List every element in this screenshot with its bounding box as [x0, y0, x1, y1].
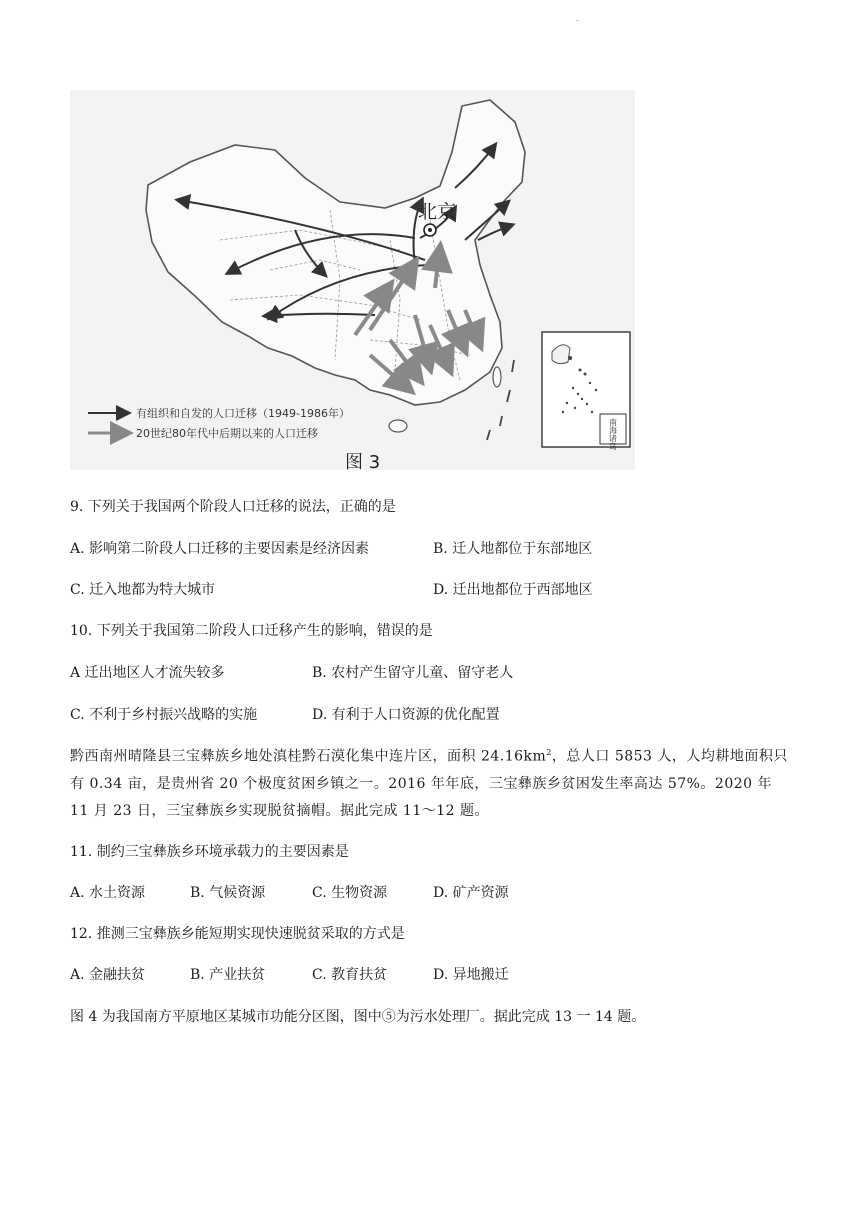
q10-option-a[interactable]: A 迁出地区人才流失较多: [70, 665, 225, 681]
passage-part-1: 黔西南州晴隆县三宝彝族乡地处滇桂黔石漠化集中连片区，面积 24.16km: [70, 748, 547, 765]
legend-text-1: 有组织和自发的人口迁移（1949-1986年）: [136, 407, 350, 420]
q11-stem: 11. 制约三宝彝族乡环境承载力的主要因素是: [70, 844, 349, 860]
hainan: [389, 420, 407, 432]
taiwan: [493, 367, 501, 387]
q10-option-d[interactable]: D. 有利于人口资源的优化配置: [312, 707, 500, 723]
q12-option-a[interactable]: A. 金融扶贫: [70, 967, 146, 983]
q9-option-a[interactable]: A. 影响第二阶段人口迁移的主要因素是经济因素: [70, 541, 370, 557]
q10-option-b[interactable]: B. 农村产生留守儿童、留守老人: [312, 665, 514, 681]
q12-option-c[interactable]: C. 教育扶贫: [312, 967, 388, 983]
q10-stem: 10. 下列关于我国第二阶段人口迁移产生的影响，错误的是: [70, 623, 433, 639]
legend-text-2: 20世纪80年代中后期以来的人口迁移: [136, 427, 318, 440]
intro-13-14: 图 4 为我国南方平原地区某城市功能分区图，图中⑤为污水处理厂。据此完成 13 一 14 题。: [70, 1009, 646, 1025]
q11-option-c[interactable]: C. 生物资源: [312, 885, 388, 901]
q12-option-d[interactable]: D. 异地搬迁: [433, 967, 509, 983]
beijing-label: 北京: [418, 201, 457, 223]
migration-map-figure: [70, 90, 635, 470]
q11-option-d[interactable]: D. 矿产资源: [433, 885, 509, 901]
q9-option-c[interactable]: C. 迁入地都为特大城市: [70, 582, 216, 598]
q11-option-b[interactable]: B. 气候资源: [190, 885, 266, 901]
inset-label: 南海诸岛: [608, 418, 618, 450]
q10-option-c[interactable]: C. 不利于乡村振兴战略的实施: [70, 707, 258, 723]
passage-11-12: [70, 739, 790, 825]
figure-caption: 图 3: [345, 452, 381, 470]
passage-superscript: 2: [546, 748, 552, 757]
q11-option-a[interactable]: A. 水土资源: [70, 885, 146, 901]
q9-option-d[interactable]: D. 迁出地都位于西部地区: [433, 582, 593, 598]
china-outline: [146, 100, 525, 405]
q12-option-b[interactable]: B. 产业扶贫: [190, 967, 266, 983]
page-mark: .: [576, 14, 579, 23]
q12-stem: 12. 推测三宝彝族乡能短期实现快速脱贫采取的方式是: [70, 926, 405, 942]
q9-stem: 9. 下列关于我国两个阶段人口迁移的说法，正确的是: [70, 499, 396, 515]
passage-part-2: ，总人口 5853 人，人均耕地面积只有 0.34 亩，是贵州省 20 个极度贫困乡镇之一。2016 年年底，三宝彝族乡贫困发生率高达 57%。2020 年 11 月 23 日，三宝彝族乡实现脱贫摘帽。据此完成 11～12 题。: [70, 748, 788, 819]
q9-option-b[interactable]: B. 迁人地都位于东部地区: [433, 541, 593, 557]
